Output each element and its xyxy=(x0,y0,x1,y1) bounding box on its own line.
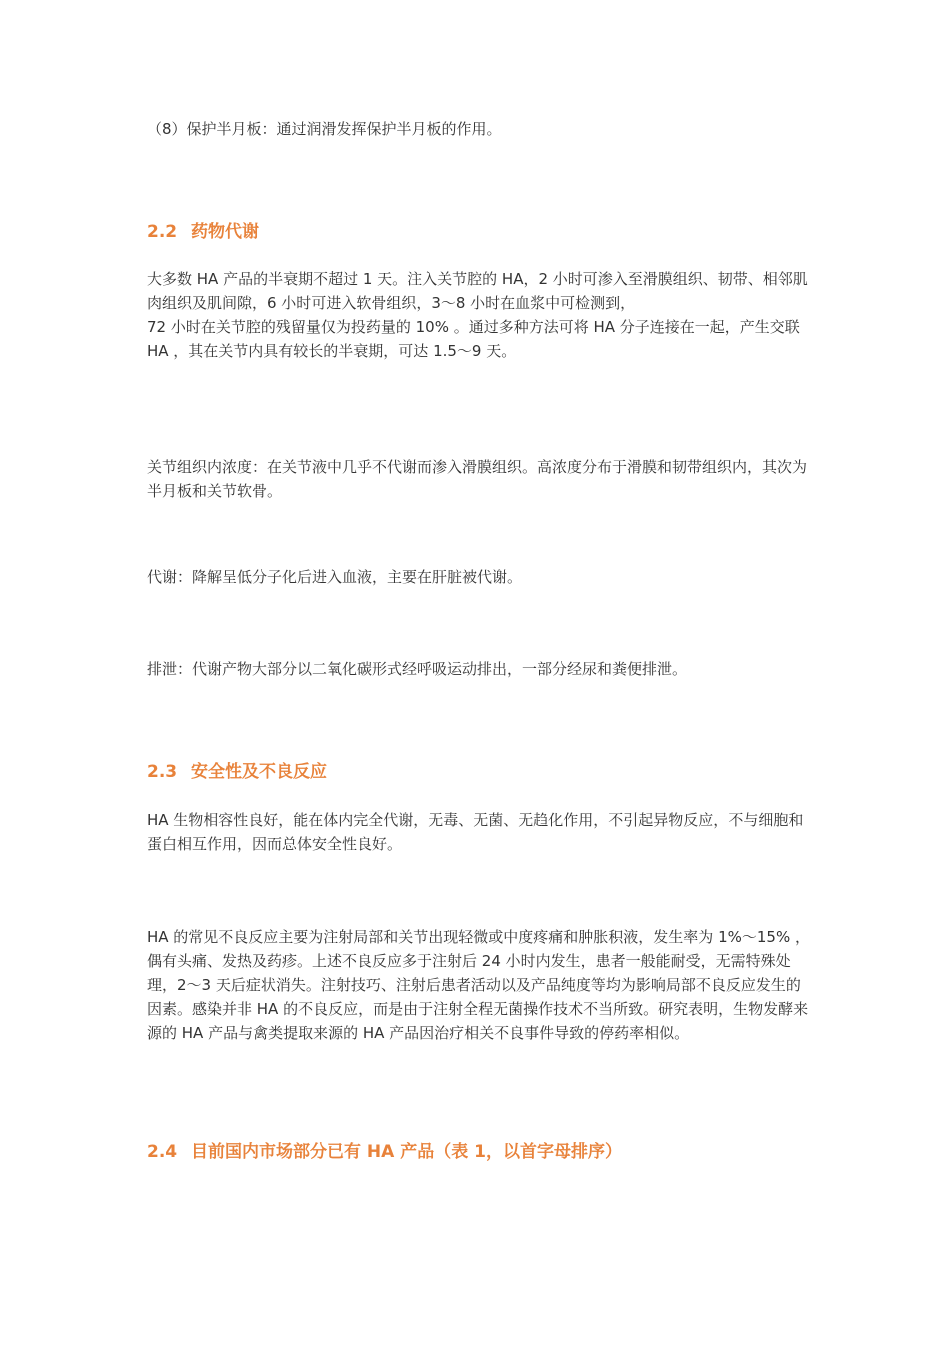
section-heading-2-3 xyxy=(147,760,327,784)
section-title: 药物代谢 xyxy=(191,222,259,242)
section-heading-2-2 xyxy=(147,220,259,244)
section-heading-2-4 xyxy=(147,1140,622,1164)
paragraph-tissue-concentration: 关节组织内浓度：在关节液中几乎不代谢而渗入滑膜组织。高浓度分布于滑膜和韧带组织内，其次为半月板和关节软骨。 xyxy=(147,458,808,500)
paragraph-halflife: 大多数 HA 产品的半衰期不超过 1 天。注入关节腔的 HA，2 小时可渗入至滑膜组织、韧带、相邻肌肉组织及肌间隙，6 小时可进入软骨组织，3～8 小时在血浆中可检测到， 72 小时在关节腔的残留量仅为投药量的 10% 。通过多种方法可将 HA 分子连接在一起，产生交联 HA ，其在关节内具有较长的半衰期，可达 1.5～9 天。 xyxy=(147,270,808,360)
section-number: 2.3 xyxy=(147,762,178,782)
paragraph-excretion: 排泄：代谢产物大部分以二氧化碳形式经呼吸运动排出，一部分经尿和粪便排泄。 xyxy=(147,660,688,678)
section-title: 安全性及不良反应 xyxy=(191,762,327,782)
section-number: 2.4 xyxy=(147,1142,178,1162)
paragraph-biocompatibility: HA 生物相容性良好，能在体内完全代谢，无毒、无菌、无趋化作用，不引起异物反应，不与细胞和蛋白相互作用，因而总体安全性良好。 xyxy=(147,811,804,853)
paragraph-protect-meniscus: （8）保护半月板：通过润滑发挥保护半月板的作用。 xyxy=(147,120,502,138)
paragraph-adverse-reactions: HA 的常见不良反应主要为注射局部和关节出现轻微或中度疼痛和肿胀积液，发生率为 1%～15% ，偶有头痛、发热及药疹。上述不良反应多于注射后 24 小时内发生，患者一般能耐受，无需特殊处理，2～3 天后症状消失。注射技巧、注射后患者活动以及产品纯度等均为影响局部不良反应发生的因素。感染并非 HA 的不良反应，而是由于注射全程无菌操作技术不当所致。研究表明，生物发酵来源的 HA 产品与禽类提取来源的 HA 产品因治疗相关不良事件导致的停药率相似。 xyxy=(147,928,810,1042)
section-title: 目前国内市场部分已有 HA 产品（表 1，以首字母排序） xyxy=(191,1142,622,1162)
section-number: 2.2 xyxy=(147,222,178,242)
paragraph-metabolism: 代谢：降解呈低分子化后进入血液，主要在肝脏被代谢。 xyxy=(147,568,523,586)
